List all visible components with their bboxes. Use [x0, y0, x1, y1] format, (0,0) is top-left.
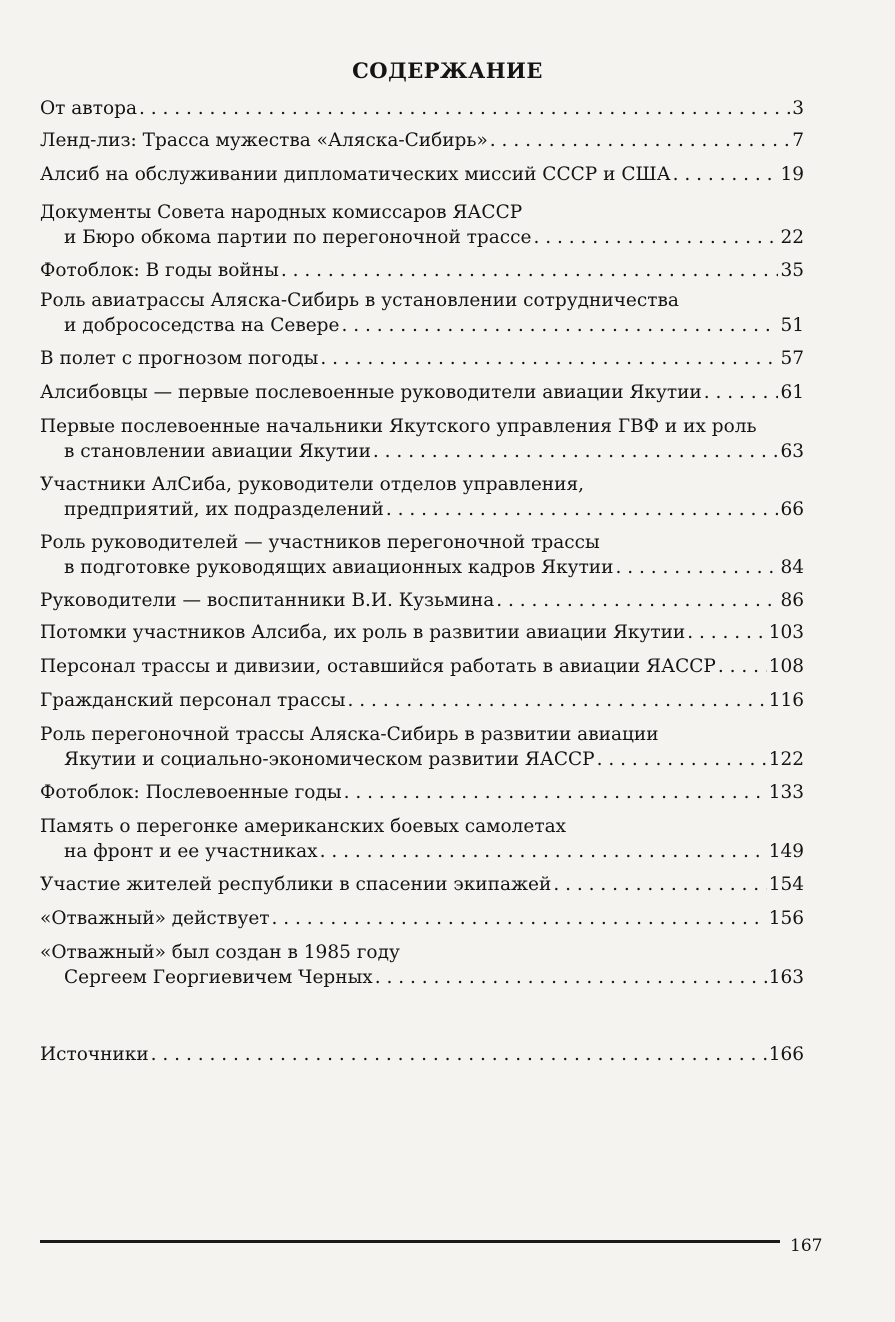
toc-entry-line	[40, 380, 804, 405]
toc-entry-line	[40, 346, 804, 371]
toc-entry-page: 3	[792, 98, 804, 119]
toc-entry	[40, 620, 804, 645]
dot-leader	[615, 555, 778, 580]
dot-leader	[553, 872, 766, 897]
toc-entry-page: 51	[780, 315, 804, 336]
footer-rule	[40, 1240, 780, 1243]
toc-entry	[40, 872, 804, 897]
toc-entry-page: 66	[780, 499, 804, 520]
dot-leader	[344, 780, 767, 805]
toc-entry	[40, 530, 804, 580]
toc-entry-title: Роль руководителей — участников перегоночной трассы	[40, 532, 600, 553]
toc-entry-line	[40, 497, 804, 522]
toc-entry-page: 149	[768, 841, 804, 862]
toc-entry	[40, 96, 804, 121]
toc-entry-page: 156	[768, 908, 804, 929]
dot-leader	[673, 162, 779, 187]
toc-entry-title: Потомки участников Алсиба, их роль в развитии авиации Якутии	[40, 622, 686, 643]
toc-entry-page: 61	[780, 382, 804, 403]
toc-entry	[40, 654, 804, 679]
toc-entry-page: 154	[768, 874, 804, 895]
toc-entry-title: на фронт и ее участниках	[64, 841, 318, 862]
toc-entry-line	[40, 940, 804, 965]
toc-entry-title: Сергеем Георгиевичем Черных	[64, 967, 373, 988]
toc-entry	[40, 162, 804, 187]
dot-leader	[320, 346, 778, 371]
dot-leader	[348, 688, 767, 713]
toc-entry	[40, 380, 804, 405]
toc-entry-line	[40, 688, 804, 713]
toc-entry-title: Алсибовцы — первые послевоенные руководители авиации Якутии	[40, 382, 702, 403]
toc-entry-line	[40, 814, 804, 839]
toc-entry-page: 57	[780, 348, 804, 369]
toc-entry-line	[40, 200, 804, 225]
dot-leader	[496, 588, 778, 613]
toc-entry-title: и добрососедства на Севере	[64, 315, 340, 336]
toc-entry	[40, 258, 804, 283]
page-number: 167	[790, 1236, 823, 1256]
toc-entry	[40, 1042, 804, 1067]
toc-entry-line	[40, 620, 804, 645]
dot-leader	[687, 620, 766, 645]
toc-entry-line	[40, 96, 804, 121]
dot-leader	[272, 906, 767, 931]
toc-entry-page: 122	[768, 749, 804, 770]
toc-entry-title: Документы Совета народных комиссаров ЯАССР	[40, 202, 523, 223]
toc-entry	[40, 472, 804, 522]
toc-entry-title: в становлении авиации Якутии	[64, 441, 371, 462]
toc-entry-page: 86	[780, 590, 804, 611]
dot-leader	[704, 380, 779, 405]
dot-leader	[151, 1042, 767, 1067]
toc-entry-page: 19	[780, 164, 804, 185]
toc-entry-title: Фотоблок: В годы войны	[40, 260, 279, 281]
toc-entry-page: 103	[768, 622, 804, 643]
dot-leader	[320, 839, 767, 864]
toc-entry	[40, 588, 804, 613]
toc-entry-title: В полет с прогнозом погоды	[40, 348, 319, 369]
toc-entry-title: Персонал трассы и дивизии, оставшийся работать в авиации ЯАССР	[40, 656, 716, 677]
toc-entry-line	[40, 472, 804, 497]
toc-entry-title: Роль перегоночной трассы Аляска-Сибирь в развитии авиации	[40, 724, 659, 745]
toc-entry-title: Первые послевоенные начальники Якутского управления ГВФ и их роль	[40, 416, 757, 437]
dot-leader	[139, 96, 790, 121]
toc-entry-line	[40, 1042, 804, 1067]
toc-entry	[40, 688, 804, 713]
toc-entry-title: «Отважный» действует	[40, 908, 270, 929]
toc-entry-title: в подготовке руководящих авиационных кадров Якутии	[64, 557, 614, 578]
toc-entry-line	[40, 839, 804, 864]
dot-leader	[533, 225, 778, 250]
toc-entry-page: 166	[768, 1044, 804, 1065]
toc-entry-title: «Отважный» был создан в 1985 году	[40, 942, 400, 963]
toc-entry-title: Фотоблок: Послевоенные годы	[40, 782, 342, 803]
toc-entry-line	[40, 313, 804, 338]
toc-entry	[40, 940, 804, 990]
toc-entry-page: 63	[780, 441, 804, 462]
toc-entry	[40, 814, 804, 864]
toc-entry-title: Гражданский персонал трассы	[40, 690, 346, 711]
dot-leader	[597, 747, 767, 772]
toc-entry	[40, 906, 804, 931]
toc-entry-page: 7	[792, 130, 804, 151]
dot-leader	[281, 258, 779, 283]
toc-entry	[40, 414, 804, 464]
toc-entry-page: 22	[780, 227, 804, 248]
toc-entry-page: 133	[768, 782, 804, 803]
toc-entry-page: 163	[768, 967, 804, 988]
toc-entry-title: Участники АлСиба, руководители отделов управления,	[40, 474, 584, 495]
toc-entry	[40, 128, 804, 153]
toc-entry-line	[40, 439, 804, 464]
toc-entry	[40, 200, 804, 250]
toc-entry-line	[40, 588, 804, 613]
toc-entry-title: и Бюро обкома партии по перегоночной трассе	[64, 227, 532, 248]
dot-leader	[375, 965, 767, 990]
toc-entry-line	[40, 128, 804, 153]
toc-entry-title: Ленд-лиз: Трасса мужества «Аляска-Сибирь»	[40, 130, 488, 151]
toc-entry-title: Алсиб на обслуживании дипломатических миссий СССР и США	[40, 164, 671, 185]
toc-entry-title: Источники	[40, 1044, 149, 1065]
toc-entry-title: От автора	[40, 98, 137, 119]
toc-entry-line	[40, 747, 804, 772]
toc-entry-page: 108	[768, 656, 804, 677]
dot-leader	[718, 654, 767, 679]
toc-entry-line	[40, 780, 804, 805]
toc-entry-page: 84	[780, 557, 804, 578]
dot-leader	[373, 439, 779, 464]
toc-entry	[40, 722, 804, 772]
toc-entry-line	[40, 722, 804, 747]
toc-entry-page: 116	[768, 690, 804, 711]
dot-leader	[490, 128, 790, 153]
toc-entry	[40, 288, 804, 338]
toc-entry-line	[40, 555, 804, 580]
toc-entry	[40, 780, 804, 805]
toc-entry-page: 35	[780, 260, 804, 281]
dot-leader	[386, 497, 779, 522]
toc-entry-line	[40, 162, 804, 187]
toc-entry-line	[40, 225, 804, 250]
toc-entry-title: Руководители — воспитанники В.И. Кузьмина	[40, 590, 495, 611]
toc-entry-line	[40, 654, 804, 679]
toc-entry	[40, 346, 804, 371]
toc-entry-line	[40, 258, 804, 283]
toc-entry-title: предприятий, их подразделений	[64, 499, 384, 520]
toc-entry-line	[40, 414, 804, 439]
toc-entry-line	[40, 288, 804, 313]
toc-entry-line	[40, 965, 804, 990]
toc-entry-title: Память о перегонке американских боевых самолетах	[40, 816, 567, 837]
toc-entry-title: Участие жителей республики в спасении экипажей	[40, 874, 552, 895]
toc-entry-line	[40, 872, 804, 897]
toc-entry-title: Якутии и социально-экономическом развитии ЯАССР	[64, 749, 595, 770]
toc-entry-line	[40, 530, 804, 555]
toc-entry-title: Роль авиатрассы Аляска-Сибирь в установлении сотрудничества	[40, 290, 679, 311]
page-title: СОДЕРЖАНИЕ	[352, 58, 543, 83]
toc-entry-line	[40, 906, 804, 931]
dot-leader	[341, 313, 778, 338]
